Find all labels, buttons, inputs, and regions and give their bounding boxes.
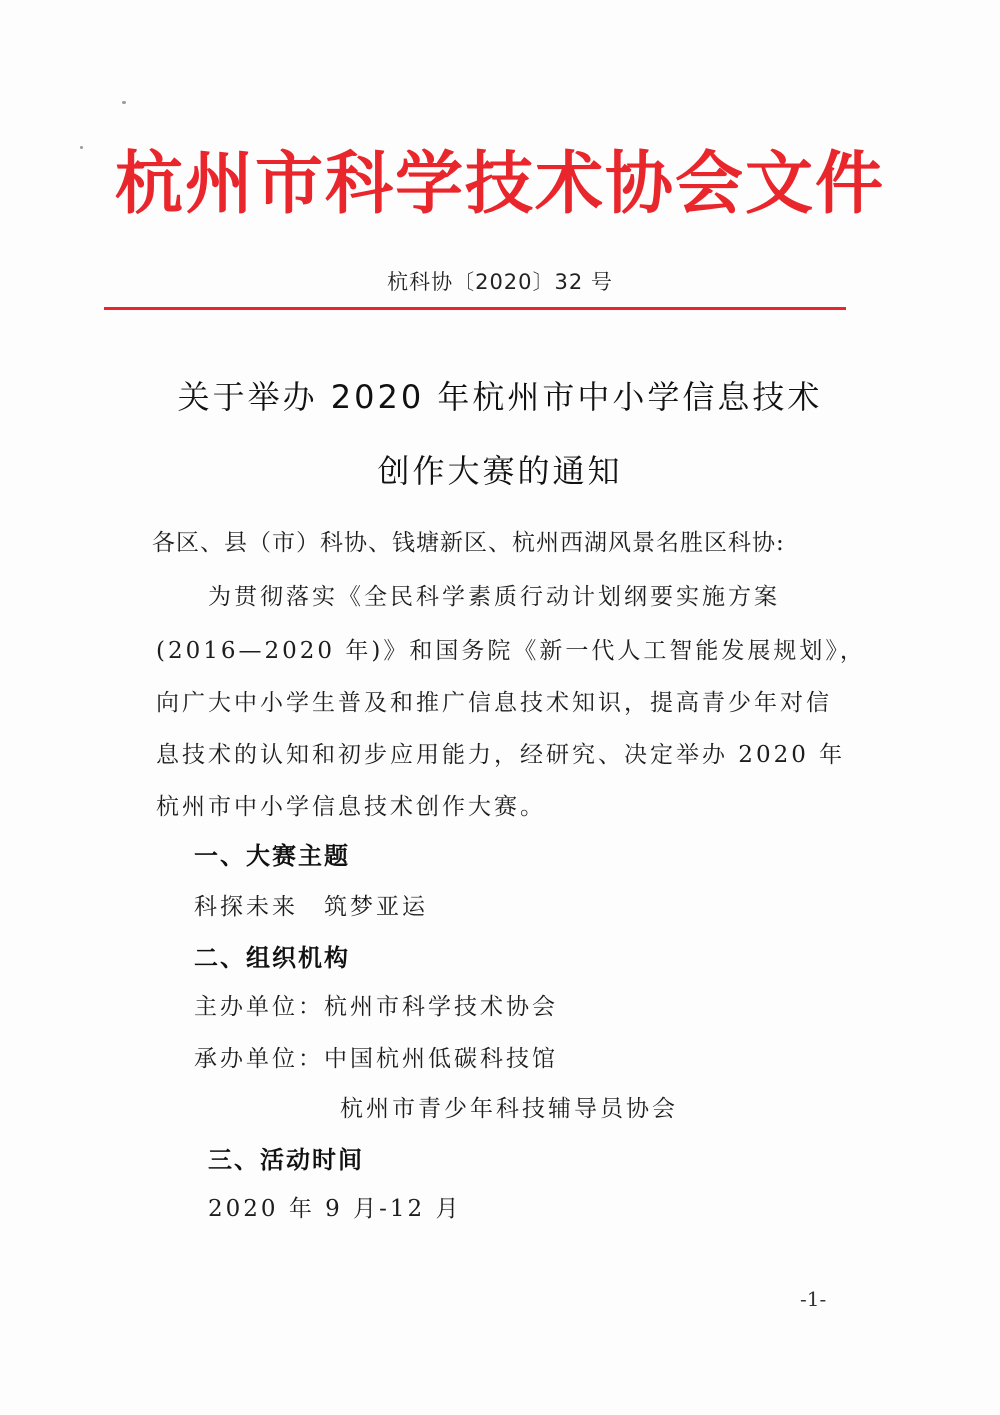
paragraph-line: 息技术的认知和初步应用能力，经研究、决定举办 2020 年 (156, 742, 846, 768)
section-heading-organization: 二、组织机构 (194, 944, 350, 972)
organizer-unit-line: 承办单位：中国杭州低碳科技馆 (194, 1046, 558, 1072)
organizer-unit-line-2: 杭州市青少年科技辅导员协会 (340, 1096, 678, 1122)
host-unit-line: 主办单位：杭州市科学技术协会 (194, 994, 558, 1020)
paragraph-line: 为贯彻落实《全民科学素质行动计划纲要实施方案 (208, 584, 780, 610)
scan-speck (122, 101, 126, 104)
section-heading-time: 三、活动时间 (208, 1146, 364, 1174)
paragraph-line: (2016—2020 年)》和国务院《新一代人工智能发展规划》， (156, 638, 866, 664)
theme-content: 科探未来 筑梦亚运 (194, 894, 428, 920)
section-heading-theme: 一、大赛主题 (194, 842, 350, 870)
header-divider (104, 307, 846, 310)
recipients-line: 各区、县（市）科协、钱塘新区、杭州西湖风景名胜区科协: (152, 530, 785, 556)
notice-title-line-2: 创作大赛的通知 (377, 452, 623, 490)
notice-title-line-1: 关于举办 2020 年杭州市中小学信息技术 (177, 378, 823, 416)
paragraph-line: 向广大中小学生普及和推广信息技术知识，提高青少年对信 (156, 690, 832, 716)
org-header-title: 杭州市科学技术协会文件 (114, 145, 885, 224)
page-number: -1- (800, 1287, 827, 1311)
paragraph-line: 杭州市中小学信息技术创作大赛。 (156, 794, 546, 820)
activity-time: 2020 年 9 月-12 月 (208, 1196, 462, 1222)
document-number: 杭科协〔2020〕32 号 (387, 270, 613, 294)
